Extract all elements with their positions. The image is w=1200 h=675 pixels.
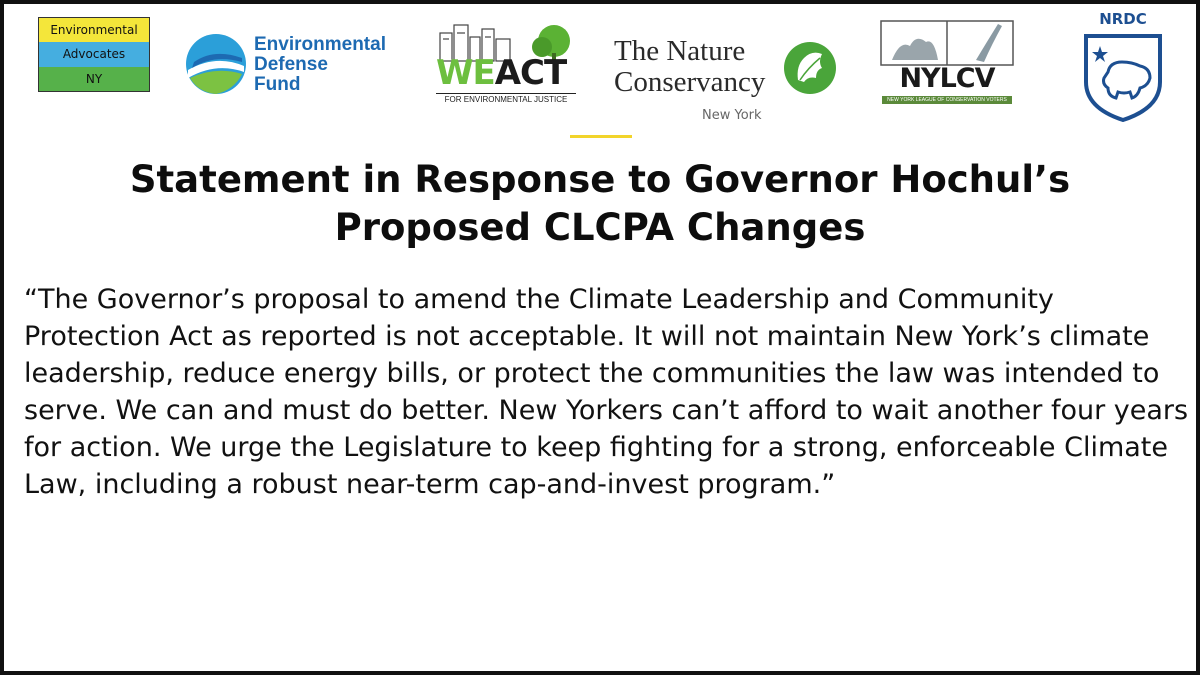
bear-shield-icon [1080,32,1166,122]
nrdc-name: NRDC [1099,10,1147,28]
environmental-defense-fund-logo [184,32,404,96]
edf-line-2: Defense [254,54,328,75]
oak-leaf-icon [782,40,838,96]
statement-title [24,156,1176,252]
ean-line-1: Environmental [39,18,149,42]
statement-quote: “The Governor’s proposal to amend the Climate Leadership and Community Protection Act as reported is not acceptable. It will not maintain New York’s climate leadership, reduce energy bills, or protect the communities the law was intended to serve. We can and must do better. New Yorkers can’t afford to wait another four years for action. We urge the Legislature to keep fighting for a strong, enforceable Climate Law, including a robust near-term cap-and-invest program.” [24,284,1189,500]
ean-line-3: NY [39,67,149,91]
weact-subtitle: FOR ENVIRONMENTAL JUSTICE [436,93,576,104]
nylcv-logo [880,20,1014,104]
nature-conservancy-logo [614,36,844,126]
tnc-line-2: Conservancy [614,66,766,98]
nylcv-subtitle: NEW YORK LEAGUE OF CONSERVATION VOTERS [882,96,1012,104]
ean-line-2: Advocates [39,42,149,66]
tnc-line-1: The Nature [614,35,746,67]
nrdc-logo [1080,10,1166,122]
environmental-advocates-ny-logo [38,17,150,92]
nylcv-emblem-icon [880,20,1014,66]
title-line-2: Proposed CLCPA Changes [334,206,866,249]
edf-wordmark [254,35,386,95]
edf-globe-icon [184,32,248,96]
edf-line-1: Environmental [254,34,386,55]
tnc-region: New York [702,108,762,123]
nylcv-name: NYLCV [899,63,995,94]
divider-line [570,135,632,138]
weact-act: ACT [494,53,567,93]
title-line-1: Statement in Response to Governor Hochul’s [129,158,1071,201]
logo-row [4,4,1196,134]
edf-line-3: Fund [254,74,301,95]
weact-wordmark [436,55,566,91]
we-act-logo [436,23,576,103]
weact-we: WE [436,53,495,93]
